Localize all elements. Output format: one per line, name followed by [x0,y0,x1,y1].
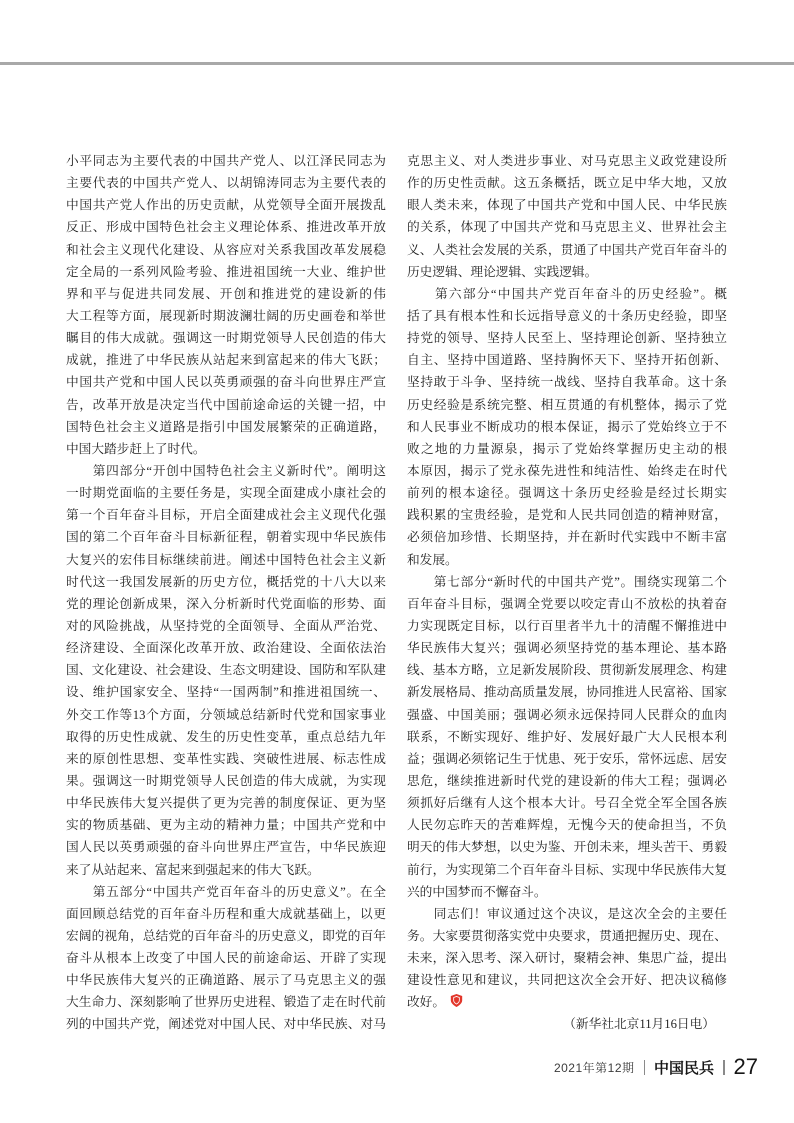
text-line-content: 经济建设、全面深化改革开放、政治建设、全面依法治 [66,641,386,656]
text-line [66,814,386,836]
text-line-content: 益；强调必须铭记生于忧患、死于安乐，常怀远虑、居安 [407,751,727,766]
text-line-content: 成就，推进了中华民族从站起来到富起来的伟大飞跃； [66,353,386,368]
text-line-content: 设、维护国家安全、坚持“一国两制”和推进祖国统一、 [66,685,386,700]
text-line-content: （新华社北京11月16日电） [563,1017,715,1032]
text-line [407,305,727,327]
text-line-content: 败之地的力量源泉，揭示了党始终掌握历史主动的根 [407,441,727,456]
text-line-content: 自主、坚持中国道路、坚持胸怀天下、坚持开拓创新、 [407,353,727,368]
page-footer [554,1054,758,1080]
text-line [66,526,386,548]
text-line-content: 括了具有根本性和长远指导意义的十条历史经验，即坚 [407,308,727,323]
text-line-content: 力实现既定目标，以行百里者半九十的清醒不懈推进中 [407,618,727,633]
text-line [407,593,727,615]
text-line-content: 第七部分“新时代的中国共产党”。围绕实现第二个 [407,574,727,589]
text-line-content: 的关系，体现了中国共产党和马克思主义、世界社会主 [407,220,727,235]
text-line [407,925,727,947]
text-line-content: 作的历史性贡献。这五条概括，既立足中华大地，又放 [407,176,727,191]
text-line [407,681,727,703]
text-line-content: 线、基本方略，立足新发展阶段、贯彻新发展理念、构建 [407,663,727,678]
text-line-content: 中国共产党和中国人民以英勇顽强的奋斗向世界庄严宣 [66,375,386,390]
text-line-content: 第六部分“中国共产党百年奋斗的历史经验”。概 [407,286,727,301]
text-line [66,504,386,526]
text-line-content: 华民族伟大复兴；强调必须坚持党的基本理论、基本路 [407,641,727,656]
text-line [407,482,727,504]
text-line-content: 党的理论创新成果，深入分析新时代党面临的形势、面 [66,596,386,611]
text-line [66,438,386,460]
text-line [407,216,727,238]
text-line [66,881,386,903]
text-line-content: 前行，为实现第二个百年奋斗目标、实现中华民族伟大复 [407,862,727,877]
text-line [66,371,386,393]
text-line [407,991,727,1013]
text-line-content: 国特色社会主义道路是指引中国发展繁荣的正确道路， [66,419,386,434]
text-line [407,615,727,637]
text-line-content: 百年奋斗目标，强调全党要以咬定青山不放松的执着奋 [407,596,727,611]
text-line-content: 持党的领导、坚持人民至上、坚持理论创新、坚持独立 [407,331,727,346]
text-line-content: 来的原创性思想、变革性实践、突破性进展、标志性成 [66,751,386,766]
text-line [66,659,386,681]
text-line [407,637,727,659]
text-line-content: 国、文化建设、社会建设、生态文明建设、国防和军队建 [66,663,386,678]
text-line-content: 界和平与促进共同发展、开创和推进党的建设新的伟 [66,286,386,301]
footer-magazine-title: 中国民兵 [654,1059,715,1077]
text-line-content: 一时期党面临的主要任务是，实现全面建成小康社会的 [66,486,386,501]
footer-issue-label: 2021年第12期 [553,1060,635,1075]
text-line-content: 面回顾总结党的百年奋斗历程和重大成就基础上，以更 [66,906,386,921]
text-line-content: 改好。 [407,995,446,1010]
text-line [407,792,727,814]
text-line-content: 和人民事业不断成功的根本保证，揭示了党始终立于不 [407,419,727,434]
text-line [407,770,727,792]
text-line [66,327,386,349]
text-line-content: 来了从站起来、富起来到强起来的伟大飞跃。 [66,862,320,877]
text-column-left [66,150,386,1036]
text-column-right [407,150,727,1036]
text-line-content: 第四部分“开创中国特色社会主义新时代”。阐明这 [66,463,386,478]
text-line [407,150,727,172]
text-line [66,549,386,571]
text-line [66,593,386,615]
text-line [407,814,727,836]
text-line-content: 历史经验是系统完整、相互贯通的有机整体，揭示了党 [407,397,727,412]
text-line-content: 列的中国共产党，阐述党对中国人民、对中华民族、对马 [66,1017,386,1032]
text-line [66,836,386,858]
text-line-content: 奋斗从根本上改变了中国人民的前途命运、开辟了实现 [66,951,386,966]
text-line [407,947,727,969]
text-line [407,969,727,991]
text-line [66,194,386,216]
text-line-content: 同志们！审议通过这个决议，是这次全会的主要任 [407,906,727,921]
text-line-content: 务。大家要贯彻落实党中央要求，贯通把握历史、现在、 [407,928,727,943]
text-line-content: 兴的中国梦而不懈奋斗。 [407,884,547,899]
text-line [66,305,386,327]
text-line [66,615,386,637]
text-line [66,859,386,881]
text-line-content: 眼人类未来，体现了中国共产党和中国人民、中华民族 [407,198,727,213]
text-line [407,526,727,548]
text-line [66,482,386,504]
text-line-content: 人民勿忘昨天的苦难辉煌，无愧今天的使命担当，不负 [407,818,727,833]
text-line-content: 中国大踏步赶上了时代。 [66,441,206,456]
text-line [66,637,386,659]
text-line [66,770,386,792]
text-line [407,549,727,571]
text-line-content: 坚持敢于斗争、坚持统一战线、坚持自我革命。这十条 [407,375,727,390]
text-line-content: 本原因，揭示了党永葆先进性和纯洁性、始终走在时代 [407,463,727,478]
text-line-content: 小平同志为主要代表的中国共产党人、以江泽民同志为 [66,154,386,168]
text-line-content: 取得的历史性成就、发生的历史性变革，重点总结九年 [66,729,386,744]
text-line-content: 反正、形成中国特色社会主义理论体系、推进改革开放 [66,220,386,235]
text-line [407,172,727,194]
text-line-content: 克思主义、对人类进步事业、对马克思主义政党建设所 [407,154,727,168]
text-line-content: 定全局的一系列风险考验、推进祖国统一大业、维护世 [66,264,386,279]
text-line [407,903,727,925]
article-end-mark-icon [450,993,463,1008]
text-line [407,283,727,305]
text-line [66,261,386,283]
text-line [66,792,386,814]
text-line [407,726,727,748]
text-line [407,194,727,216]
text-line-content: 明天的伟大梦想，以史为鉴、开创未来，埋头苦干、勇毅 [407,840,727,855]
text-line [407,394,727,416]
text-line-content: 大工程等方面，展现新时期波澜壮阔的历史画卷和举世 [66,308,386,323]
text-line [66,681,386,703]
text-line [407,748,727,770]
text-line [66,748,386,770]
footer-separator [644,1060,646,1075]
text-line-content: 联系，不断实现好、维护好、发展好最广大人民根本利 [407,729,727,744]
text-line [66,283,386,305]
text-line-content: 和发展。 [407,552,458,567]
footer-page-number: 27 [733,1054,758,1079]
text-line-content: 历史逻辑、理论逻辑、实践逻辑。 [407,264,598,279]
text-line [66,726,386,748]
text-line [66,925,386,947]
text-line-content: 实的物质基础、更为主动的精神力量；中国共产党和中 [66,818,386,833]
text-line [407,327,727,349]
text-line [407,349,727,371]
text-line-content: 国人民以英勇顽强的奋斗向世界庄严宣告，中华民族迎 [66,840,386,855]
footer-separator [723,1060,725,1075]
text-line-content: 未来，深入思考、深入研讨，聚精会神、集思广益，提出 [407,951,727,966]
text-line-content: 强盛、中国美丽；强调必须永远保持同人民群众的血肉 [407,707,727,722]
text-line [66,394,386,416]
text-line [66,969,386,991]
text-line-content: 必须倍加珍惜、长期坚持，并在新时代实践中不断丰富 [407,530,727,545]
text-line-content: 外交工作等13个方面，分领域总结新时代党和国家事业 [66,707,386,722]
text-line [407,371,727,393]
text-line-content: 建设性意见和建议，共同把这次全会开好、把决议稿修 [407,973,727,988]
text-line [407,261,727,283]
text-line [66,416,386,438]
text-line-content: 中华民族伟大复兴的正确道路、展示了马克思主义的强 [66,973,386,988]
text-line [66,571,386,593]
text-line [407,1013,727,1035]
text-line-content: 思危，继续推进新时代党的建设新的伟大工程；强调必 [407,773,727,788]
text-line [407,504,727,526]
text-line [407,859,727,881]
text-line [407,704,727,726]
text-line [66,947,386,969]
text-line-content: 中国共产党人作出的历史贡献，从党领导全面开展拨乱 [66,198,386,213]
text-line [407,836,727,858]
text-line [407,438,727,460]
text-line-content: 大生命力、深刻影响了世界历史进程、锻造了走在时代前 [66,995,386,1010]
text-line [407,460,727,482]
text-line [407,416,727,438]
text-line [407,239,727,261]
text-line [66,150,386,172]
text-line-content: 时代这一我国发展新的历史方位，概括党的十八大以来 [66,574,386,589]
text-line-content: 大复兴的宏伟目标继续前进。阐述中国特色社会主义新 [66,552,386,567]
text-line-content: 须抓好后继有人这个根本大计。号召全党全军全国各族 [407,796,727,811]
text-line-content: 国的第二个百年奋斗目标新征程，朝着实现中华民族伟 [66,530,386,545]
text-line-content: 践积累的宝贵经验，是党和人民共同创造的精神财富， [407,508,727,523]
text-line-content: 告，改革开放是决定当代中国前途命运的关键一招，中 [66,397,386,412]
text-line [66,239,386,261]
text-line [407,881,727,903]
text-line-content: 前列的根本途径。强调这十条历史经验是经过长期实 [407,486,727,501]
text-line-content: 义、人类社会发展的关系，贯通了中国共产党百年奋斗的 [407,242,727,257]
text-line [66,1013,386,1035]
text-line-content: 果。强调这一时期党领导人民创造的伟大成就，为实现 [66,773,386,788]
top-rule-divider [0,62,794,65]
text-line [66,903,386,925]
text-line-content: 对的风险挑战，从坚持党的全面领导、全面从严治党、 [66,618,386,633]
text-line-content: 主要代表的中国共产党人、以胡锦涛同志为主要代表的 [66,176,386,191]
text-line [66,704,386,726]
text-line-content: 瞩目的伟大成就。强调这一时期党领导人民创造的伟大 [66,331,386,346]
text-line [66,349,386,371]
text-line-content: 和社会主义现代化建设、从容应对关系我国改革发展稳 [66,242,386,257]
article-body [66,150,727,1036]
text-line [66,216,386,238]
text-line [407,571,727,593]
text-line-content: 中华民族伟大复兴提供了更为完善的制度保证、更为坚 [66,796,386,811]
text-line [407,659,727,681]
text-line [66,460,386,482]
text-line-content: 宏阔的视角，总结党的百年奋斗的历史意义，即党的百年 [66,928,386,943]
text-line-content: 第五部分“中国共产党百年奋斗的历史意义”。在全 [66,884,386,899]
text-line-content: 新发展格局、推动高质量发展，协同推进人民富裕、国家 [407,685,727,700]
text-line [66,991,386,1013]
text-line [66,172,386,194]
text-line-content: 第一个百年奋斗目标，开启全面建成社会主义现代化强 [66,508,386,523]
